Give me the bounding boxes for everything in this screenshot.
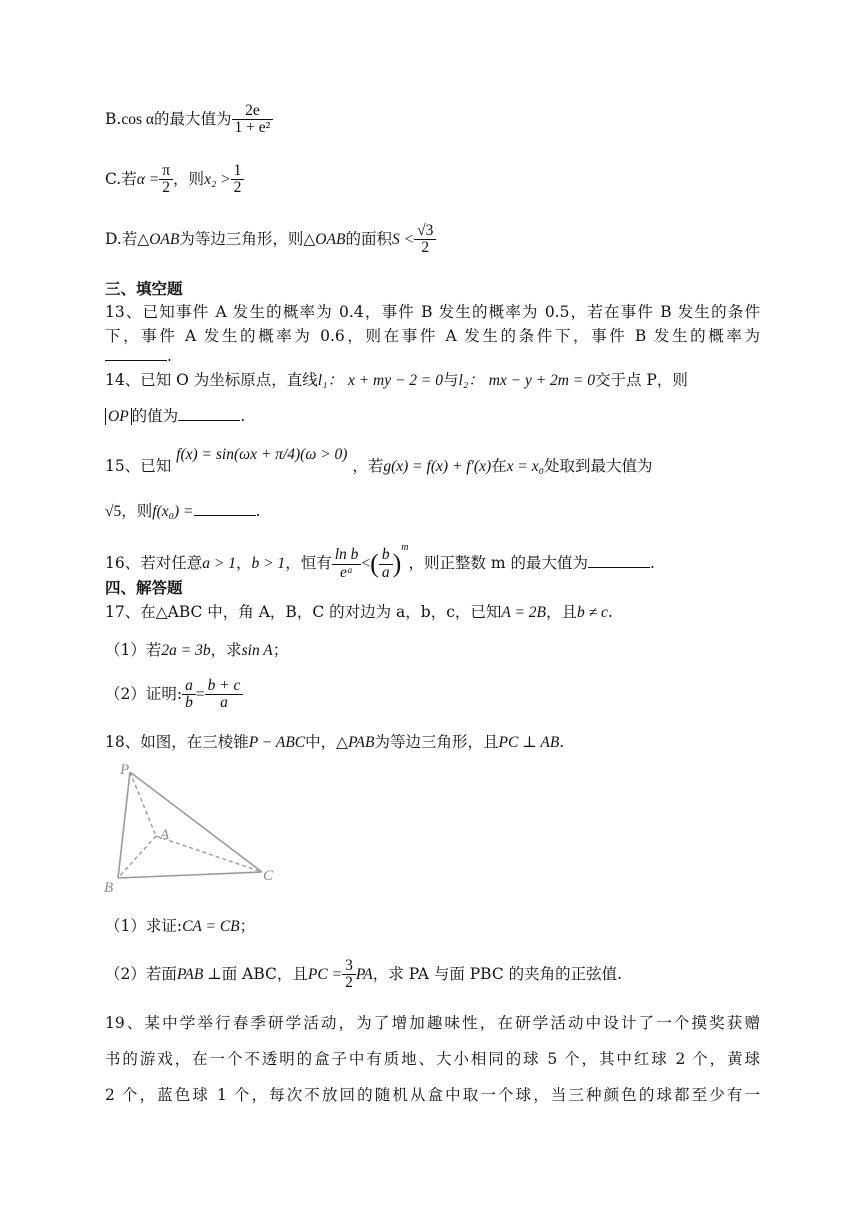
q16-answer-blank[interactable] [588, 553, 650, 568]
q18-part2 [105, 958, 760, 992]
q17-cond1: A = 2B [501, 604, 546, 621]
q17-p2-lnum: a [182, 678, 196, 695]
option-c-fraction2 [231, 163, 245, 197]
q14-abs: OP [105, 408, 132, 425]
q17-text: 17、在△ABC 中，角 A，B，C 的对边为 a，b，c，已知 [105, 603, 502, 621]
q17-end: . [607, 603, 613, 621]
q17-rhs-fraction [205, 678, 244, 712]
q15-g: g(x) = f(x) + f′(x) [383, 458, 492, 475]
q18-p1-prefix: （1）求证: [105, 917, 183, 935]
q13-end: . [167, 347, 172, 365]
q16-c2: b > 1 [251, 555, 286, 572]
q18-p2-fraction [342, 958, 356, 992]
q17-p1-target: sin A [241, 642, 273, 659]
option-d-math2: △OAB [303, 230, 346, 248]
q17-cond2: b ≠ c [577, 604, 608, 621]
q16-suffix: ，则正整数 m 的最大值为 [408, 554, 589, 572]
q16-prefix: 16、若对任意 [105, 554, 203, 572]
q16-c1: a > 1 [202, 555, 236, 572]
q17-stem [105, 600, 760, 625]
q16-ea: eᵃ [340, 563, 354, 581]
option-c-prefix: C.若 [105, 169, 137, 188]
q16-sep: ， [235, 554, 252, 572]
q15-prefix: 15、已知 [105, 457, 172, 475]
q15-mid2: 在 [491, 457, 507, 475]
q14-text3: 的值为 [131, 407, 179, 425]
q17-p2-rnum: b + c [205, 678, 244, 695]
option-c-den2: 2 [233, 179, 242, 197]
q18-text1: 18、如图，在三棱锥 [105, 733, 249, 751]
q17-mid: ，且 [546, 603, 578, 621]
q15-sqrt5: √5 [105, 503, 122, 520]
option-d-fraction [414, 223, 436, 257]
q15-answer-blank[interactable] [194, 501, 256, 516]
q15-line2 [105, 499, 760, 524]
q14-line1 [105, 368, 760, 393]
q18-p2-pa: PA [355, 965, 373, 983]
q13-line3 [105, 344, 760, 368]
pyramid-figure [100, 760, 285, 900]
option-d-prefix: D.若 [105, 229, 138, 248]
option-b-math: cos α [121, 110, 154, 128]
q13-line2: 下，事件 A 发生的概率为 0.6，则在事件 A 发生的条件下，事件 B 发生的概率为 [105, 327, 760, 345]
q17-part2 [105, 678, 760, 712]
q14-end: . [240, 407, 246, 425]
option-c [105, 163, 760, 197]
q13-answer-blank[interactable] [105, 346, 167, 361]
option-b-fraction [232, 103, 274, 137]
q13-line1: 13、已知事件 A 发生的概率为 0.4，事件 B 发生的概率为 0.5，若在事件 B 发生的条件 [105, 303, 760, 321]
option-d-text1: 为等边三角形，则 [179, 229, 304, 248]
q15-mid3: 处取到最大值为 [544, 457, 653, 475]
q15-x0: x = x₀ [506, 458, 544, 475]
q16-paren-close: ) [392, 549, 402, 578]
option-b-prefix: B. [105, 109, 122, 128]
q18-tri: △PAB [336, 734, 375, 751]
q16-ba-num: b [379, 547, 393, 564]
q15-f-formula: f(x) = sin(ωx + π/4)(ω > 0) [176, 446, 348, 463]
q18-end: . [559, 733, 565, 751]
q18-p2-text: 面 ABC，且 [221, 964, 308, 983]
q16-line [105, 536, 760, 581]
q14-l1: l₁： [317, 372, 343, 389]
q18-p2-plane: PAB ⊥ [176, 965, 222, 983]
option-c-den: 2 [162, 179, 170, 197]
q18-p1-eq: CA = CB [182, 918, 240, 935]
q17-p2-rden: a [220, 694, 228, 712]
q17-p2-prefix: （2）证明: [105, 684, 183, 703]
q14-eq1: x + my − 2 = 0 [347, 372, 444, 389]
option-c-fraction [159, 163, 173, 197]
label-p: P [120, 762, 130, 778]
label-c: C [263, 868, 274, 884]
q18-perp: PC ⊥ AB [498, 734, 560, 751]
q18-p2-tail: ，求 PA 与面 PBC 的夹角的正弦值. [372, 964, 623, 983]
q17-p1-cond: 2a = 3b [161, 642, 211, 659]
edge-ab [118, 836, 156, 878]
q19-line2: 书的游戏，在一个不透明的盒子中有质地、大小相同的球 5 个，其中红球 2 个，黄球 [105, 1050, 760, 1068]
q18-p2-prefix: （2）若面 [105, 964, 177, 983]
q14-l2: l₂： [458, 372, 484, 389]
q14-text2: 交于点 P，则 [594, 371, 688, 389]
q18-p2-eq: PC = [307, 965, 343, 983]
q16-mid: ，恒有 [285, 554, 332, 572]
option-b-text: 的最大值为 [154, 109, 232, 128]
q18-part1 [105, 914, 760, 939]
q17-part1 [105, 638, 760, 663]
q16-end: . [650, 554, 655, 572]
q18-p1-end: ； [239, 917, 256, 935]
section-title-fill-in: 三、填空题 [105, 279, 183, 298]
option-d-math3: S < [391, 230, 415, 248]
q18-p2-den: 2 [345, 974, 353, 992]
q14-eq2: mx − y + 2m = 0 [488, 372, 595, 389]
edge-pb [118, 772, 130, 878]
label-b: B [104, 880, 114, 896]
q18-text3: 为等边三角形，且 [374, 733, 499, 751]
q18-text2: 中， [305, 733, 337, 751]
q17-p1-mid: ，求 [210, 641, 242, 659]
q15-end: . [255, 502, 261, 520]
q16-exp: m [401, 542, 409, 553]
option-b-num: 2e [232, 103, 274, 120]
option-d-den: 2 [421, 239, 430, 257]
q17-p1-prefix: （1）若 [105, 641, 162, 659]
option-d-num: √3 [414, 223, 436, 240]
q17-p2-eq: = [195, 685, 205, 703]
option-d-text2: 的面积 [345, 229, 392, 248]
q15-line1 [105, 446, 760, 479]
q15-mid4: ，则 [121, 502, 153, 520]
option-d [105, 223, 760, 257]
q14-line2 [105, 404, 760, 428]
q17-p2-lden: b [185, 694, 193, 712]
q18-p2-num: 3 [342, 958, 356, 975]
option-d-math1: △OAB [137, 230, 180, 248]
option-c-num: π [159, 163, 173, 180]
q14-answer-blank[interactable] [178, 406, 240, 421]
edge-bc [118, 872, 262, 878]
option-c-math2: x₂ > [204, 170, 231, 188]
option-b [105, 103, 760, 137]
q15-mid1: ，若 [352, 457, 384, 475]
section-title-solutions: 四、解答题 [105, 578, 183, 597]
q14-mid: 与 [443, 371, 459, 389]
q16-paren-open: ( [370, 549, 379, 578]
q16-ba-den: a [381, 563, 390, 581]
edge-pc [130, 772, 262, 872]
option-c-num2: 1 [231, 163, 245, 180]
q18-pyr: P − ABC [248, 734, 306, 751]
option-c-math1: α = [136, 170, 160, 188]
label-a: A [160, 827, 170, 843]
q14-text1: 14、已知 O 为坐标原点，直线 [105, 371, 318, 389]
q15-fx0: f(x₀) = [152, 503, 194, 520]
q17-p1-end: ； [272, 641, 289, 659]
edge-ac [156, 836, 262, 872]
q16-lnb: ln b [332, 547, 362, 564]
q16-lt: < [361, 555, 371, 572]
option-c-text: ，则 [173, 169, 205, 188]
q19-line3: 2 个，蓝色球 1 个，每次不放回的随机从盒中取一个球，当三种颜色的球都至少有一 [105, 1086, 760, 1104]
q19-line1: 19、某中学举行春季研学活动，为了增加趣味性，在研学活动中设计了一个摸奖获赠 [105, 1014, 760, 1032]
q18-stem [105, 730, 760, 755]
q17-lhs-fraction [182, 678, 196, 712]
option-b-den: 1 + e² [234, 119, 271, 137]
